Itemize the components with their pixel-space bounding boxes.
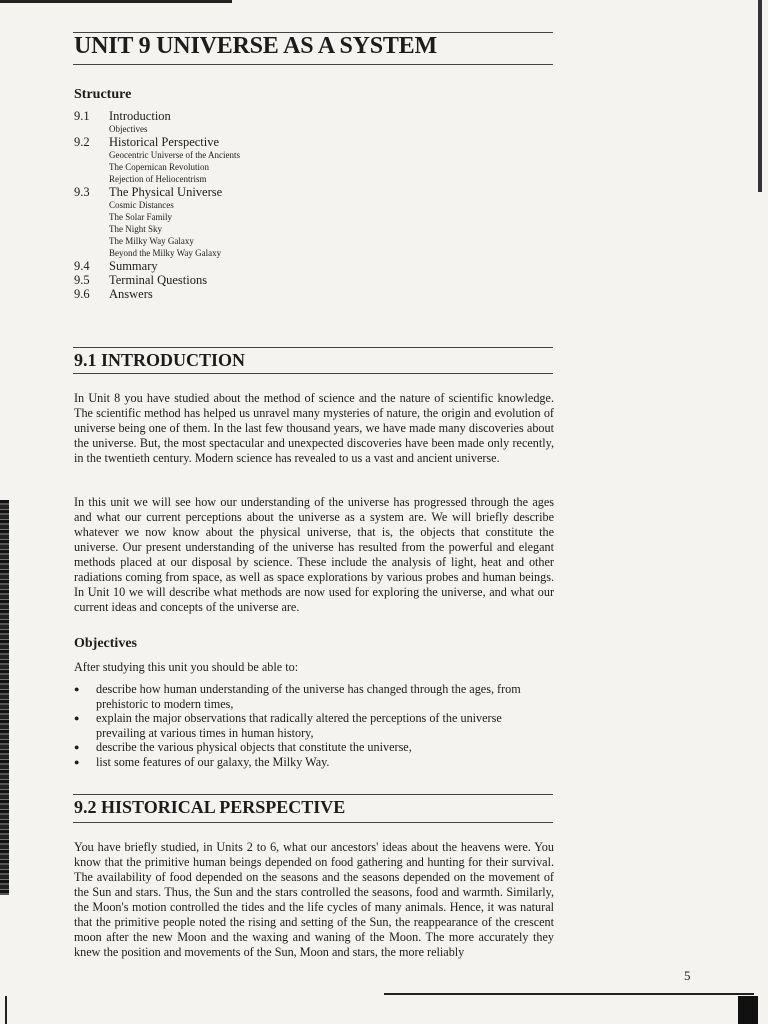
introduction-heading: 9.1 INTRODUCTION [74, 350, 246, 370]
scan-binding-edge [0, 500, 9, 895]
objectives-lead: After studying this unit you should be able to: [74, 660, 299, 674]
toc-number: 9.4 [74, 259, 90, 273]
title-rule-bottom [73, 64, 553, 65]
toc-label: Terminal Questions [109, 273, 208, 287]
scan-top-rule [0, 0, 232, 3]
objectives-list [74, 682, 554, 769]
toc-subitem: Geocentric Universe of the Ancients [109, 150, 240, 160]
objective-item: ● list some features of our galaxy, the Milky Way. [74, 755, 554, 770]
toc-label: Introduction [109, 109, 171, 123]
scan-corner-mark [738, 996, 758, 1024]
objectives-heading: Objectives [74, 636, 137, 651]
toc-subitem: The Night Sky [109, 224, 162, 234]
toc-number: 9.5 [74, 273, 90, 287]
toc-subitem: Beyond the Milky Way Galaxy [109, 248, 222, 258]
toc-item [74, 185, 474, 199]
toc-label: Historical Perspective [109, 135, 220, 149]
intro-paragraph-1: In Unit 8 you have studied about the method of science and the nature of scientific knowledge. The scientific method has helped us unravel many mysteries of nature, the origin and evolution of universe being one of them. In the last few thousand years, we have made many discoveries about the universe. But, the most spectacular and unexpected discoveries have been made only recently, in the twentieth century. Modern science has revealed to us a vast and ancient universe. [74, 391, 554, 465]
toc-subitem: Cosmic Distances [109, 200, 174, 210]
section-rule-bottom [73, 822, 553, 823]
toc-item [74, 287, 474, 301]
section-rule-bottom [73, 373, 553, 374]
scan-right-edge [758, 0, 762, 192]
scan-bottom-rule [384, 993, 754, 995]
toc-item [74, 109, 474, 123]
section-rule-top [73, 347, 553, 348]
toc-number: 9.3 [74, 185, 90, 199]
section-rule-top [73, 794, 553, 795]
toc-item [74, 259, 474, 273]
page-number: 5 [684, 968, 691, 983]
structure-heading: Structure [74, 87, 132, 102]
toc-label: Summary [109, 259, 158, 273]
toc-subitem: The Copernican Revolution [109, 162, 209, 172]
table-of-contents [74, 109, 474, 301]
scan-left-tick [5, 996, 7, 1024]
toc-label: Answers [109, 287, 153, 301]
toc-number: 9.6 [74, 287, 90, 301]
historical-heading: 9.2 HISTORICAL PERSPECTIVE [74, 797, 346, 817]
objective-item: ● describe how human understanding of the universe has changed through the ages, from prehistoric to modern times, [74, 682, 554, 711]
toc-label: The Physical Universe [109, 185, 223, 199]
toc-subitem: Objectives [109, 124, 148, 134]
historical-paragraph: You have briefly studied, in Units 2 to 6, what our ancestors' ideas about the heavens were. You know that the primitive human beings depended on food gathering and hunting for their survival. The availability of food depended on the seasons and the seasons depended on the movement of the Sun and stars. Thus, the Sun and the stars controlled the seasons, food and warmth. Similarly, the Moon's motion controlled the tides and the life cycles of many animals. Hence, it was natural that the primitive people noted the rising and setting of the Sun, the reappearance of the crescent moon after the new Moon and the waxing and waning of the Moon. The more accurately they knew the position and movements of the Sun, Moon and stars, the more reliably [74, 840, 554, 959]
toc-item [74, 135, 474, 149]
toc-item [74, 273, 474, 287]
toc-number: 9.2 [74, 135, 90, 149]
objective-item: ● explain the major observations that radically altered the perceptions of the universe prevailing at various times in human history, [74, 711, 554, 740]
toc-number: 9.1 [74, 109, 90, 123]
toc-subitem: Rejection of Heliocentrism [109, 174, 207, 184]
unit-title: UNIT 9 UNIVERSE AS A SYSTEM [74, 33, 437, 59]
toc-subitem: The Solar Family [109, 212, 172, 222]
intro-paragraph-2: In this unit we will see how our understanding of the universe has progressed through the ages and what our current perceptions about the universe as a system are. We will briefly describe whatever we now know about the physical universe, that is, the objects that constitute the universe. Our present understanding of the universe has resulted from the powerful and elegant methods placed at our disposal by science. These include the analysis of light, heat and other radiations coming from space, as well as space explorations by various probes and human beings. In Unit 10 we will describe what methods are now used for exploring the universe, and what our current ideas and concepts of the universe are. [74, 495, 554, 614]
objective-item: ● describe the various physical objects that constitute the universe, [74, 740, 554, 755]
toc-subitem: The Milky Way Galaxy [109, 236, 194, 246]
